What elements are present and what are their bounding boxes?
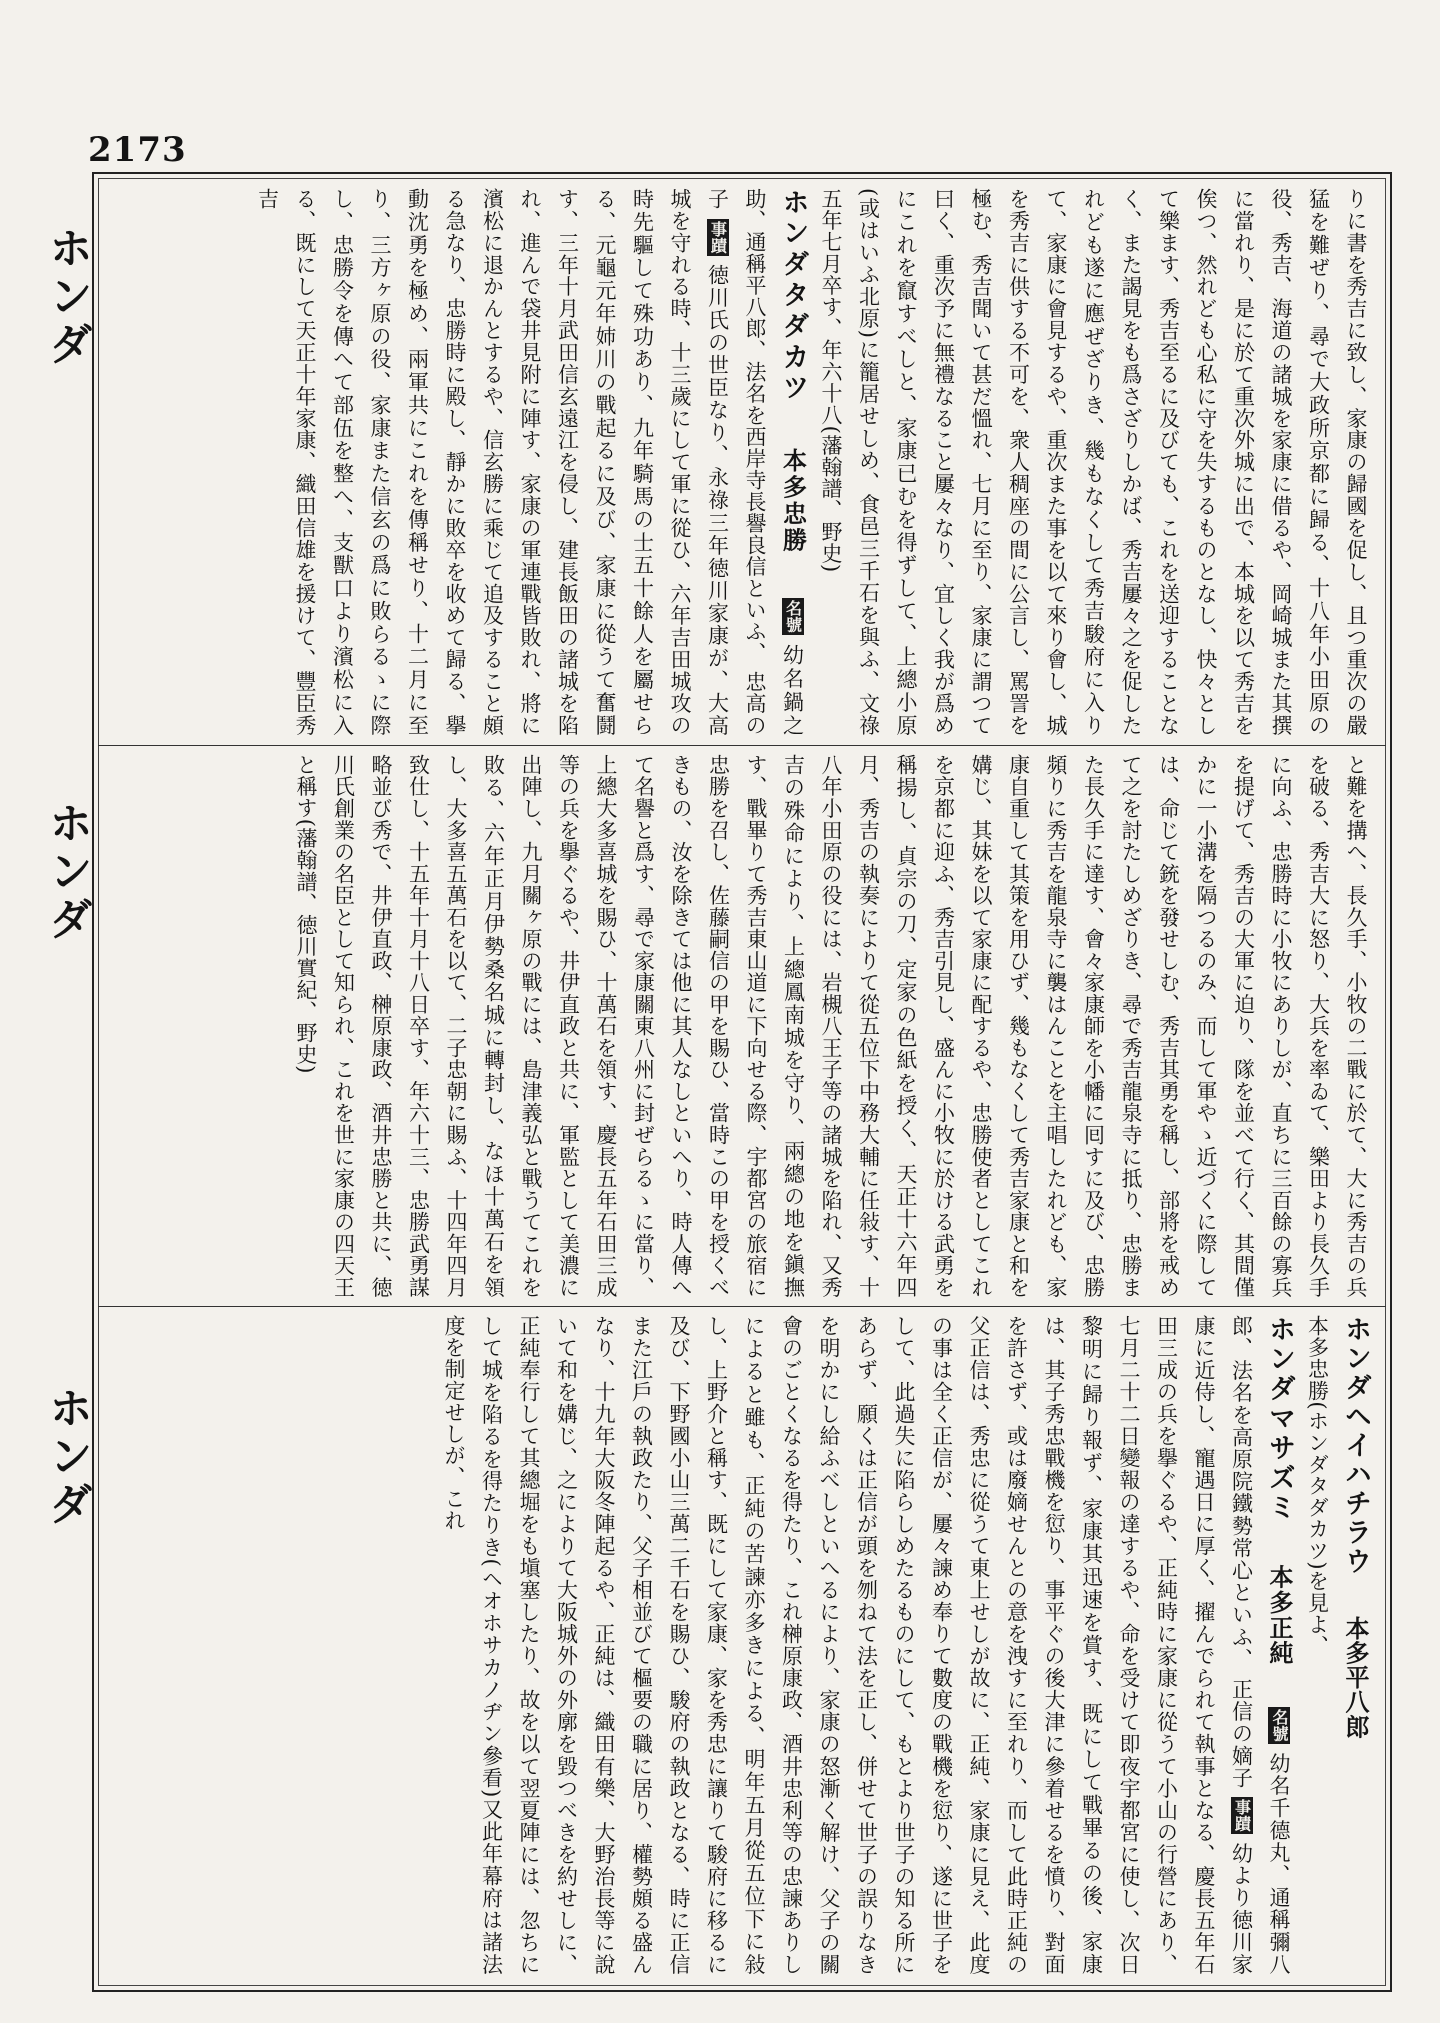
entry-text-b: 忠高の子 [705, 188, 767, 736]
entry-text-a: 幼名鍋之助、通稱平八郎、法名を西岸寺長譽良信といふ、 [743, 188, 805, 737]
badge-name-mark: 名號 [1270, 1709, 1289, 1743]
tier-separator-1 [98, 745, 1386, 746]
tier-2 [100, 748, 1384, 1304]
tier-separator-2 [98, 1306, 1386, 1307]
tier-1-paragraph: りに書を秀吉に致し、家康の歸國を促し、且つ重次の嚴猛を難ぜり、尋で大政所京都に歸る、十八年小田原の役、秀吉、海道の諸城を家康に借るや、岡崎城また其撰に當れり、是に於て重次外城に出で、本城を以て秀吉を俟つ、然れども心私に守を失するものとなし、快々として樂ます、秀吉至るに及びても、これを送迎することなく、また謁見をも爲さざりしかば、秀吉屢々之を促したれども遂に應ぜざりき、幾もなくして秀吉駿府に入りて、家康に會見するや、重次また事を以て來り會し、城を秀吉に供する不可を、衆人稠座の間に公言し、罵詈を極む、秀吉聞いて甚だ慍れ、七月に至り、家康に謂つて曰く、重次予に無禮なること屢々なり、宜しく我が爲めにこれを竄すべしと、家康已むを得ずして、上總小原(或はいふ北原)に籠居せしめ、食邑三千石を與ふ、文祿五年七月卒す、年六十八(藩翰譜、野史) [819, 188, 1368, 736]
entry-kanji-name: 本多正純 [1265, 1564, 1294, 1666]
badge-official-mark: 事蹟 [1232, 1799, 1252, 1833]
badge-name-mark: 名號 [783, 599, 803, 633]
page-number: 2173 [88, 130, 187, 170]
entry-text-c: 徳川氏の世臣なり、永祿三年徳川家康が、大高城を守れる時、十三歲にして軍に從ひ、六年吉田城攻の時先驅して殊功あり、九年騎馬の士五十餘人を屬せらる、元龜元年姉川の戰起るに及び、家康に從うて奮鬪す、三年十月武田信玄遠江を侵し、建長飯田の諸城を陷れ、進んで袋井見附に陣す、家康の軍連戰皆敗れ、將に濱松に退かんとするや、信玄勝に乘じて追及すること頗る急なり、忠勝時に殿し、靜かに敗卒を收めて歸る、擧動沈勇を極め、兩軍共にこれを傳稱せり、十二月に至り、三方ヶ原の役、家康また信玄の爲に敗らるゝに際し、忠勝令を傳へて部伍を整へ、支獸口より濱松に入る、既にして天正十年家康、織田信雄を援けて、豐臣秀吉 [255, 188, 730, 736]
entry-kana-heading: ホンダタダカツ [777, 188, 809, 405]
tier-3-column [100, 1309, 1384, 1981]
badge-official-mark: 事蹟 [708, 220, 728, 254]
entry-kana-heading: ホンダマサズミ [1264, 1315, 1295, 1524]
tier-2-paragraph: と難を搆へ、長久手、小牧の二戰に於て、大に秀吉の兵を破る、秀吉大に怒り、大兵を率ゐて、樂田より長久手に向ふ、忠勝時に小牧にありしが、直ちに三百餘の寡兵を提げて、秀吉の大軍に迫り、隊を並べて行く、其間僅かに一小溝を隔つるのみ、而して軍やゝ近づくに際しては、命じて銃を發せしむ、秀吉其勇を稱し、部將を戒めて之を討たしめざりき、尋で秀吉龍泉寺に抵り、忠勝また長久手に達す、會々家康師を小幡に囘すに及び、忠勝頻りに秀吉を龍泉寺に襲はんことを主唱したれども、家康自重して其策を用ひず、幾もなくして秀吉家康と和を媾じ、其妹を以て家康に配するや、忠勝使者としてこれを京都に迎ふ、秀吉引見し、盛んに小牧に於ける武勇を稱揚し、貞宗の刀、定家の色紙を授く、天正十六年四月、秀吉の執奏によりて從五位下中務大輔に任敍す、十八年小田原の役には、岩槻八王子等の諸城を陷れ、又秀吉の殊命により、上總鳳南城を守り、兩總の地を鎭撫す、戰畢りて秀吉東山道に下向せる際、宇都宮の旅宿に忠勝を召し、佐藤嗣信の甲を賜ひ、當時この甲を授くべきもの、汝を除きては他に其人なしといへり、時人傳へて名譽と爲す、尋で家康關東八州に封ぜらるゝに當り、上總大多喜城を賜ひ、十萬石を領す、慶長五年石田三成等の兵を擧ぐるや、井伊直政と共に、軍監として美濃に出陣し、九月關ヶ原の戰には、島津義弘と戰うてこれを敗る、六年正月伊勢桑名城に轉封し、なほ十萬石を領し、大多喜五萬石を以て、二子忠朝に賜ふ、十四年四月致仕し、十五年十月十八日卒す、年六十三、忠勝武勇謀略並び秀で、井伊直政、榊原康政、酒井忠勝と共に、徳川氏創業の名臣として知られ、これを世に家康の四天王と稱す(藩翰譜、徳川實紀、野史) [294, 754, 1368, 1298]
tier-3 [100, 1309, 1384, 1981]
entry-honda-masazumi [435, 1315, 1299, 1975]
entry-text-c: 幼より徳川家康に近侍し、寵遇日に厚く、擢んでられて執事となる、慶長五年石田三成の兵を擧ぐるや、正純時に家康に從うて小山の行營にあり、七月二十二日變報の達するや、命を受けて即夜宇都宮に使し、次日黎明に歸り報ず、家康其迅速を賞す、既にして戰畢るの後、家康は、其子秀忠戰機を愆り、事平ぐの後大津に參着せるを憤り、對面を許さず、或は廢嫡せんとの意を洩すに至れり、而して此時正純の父正信は、秀忠に從うて東上せしが故に、正純、家康に見え、此度の事は全く正信が、屢々諫め奉りて數度の戰機を愆り、遂に世子をして、此過失に陷らしめたるものにして、もとより世子の知る所にあらず、願くは正信が頭を刎ねて法を正し、併せて世子の誤りなきを明かにし給ふべしといへるにより、家康の怒漸く解け、父子の關會のごとくなるを得たり、これ榊原康政、酒井忠利等の忠諫ありしによると雖も、正純の苦諫亦多きによる、明年五月從五位下に敍し、上野介と稱す、既にして家康、家を秀忠に讓りて駿府に移るに及び、下野國小山三萬二千石を賜ひ、駿府の執政となる、時に正信また江戶の執政たり、父子相並びて樞要の職に居り、權勢頗る盛んなり、十九年大阪冬陣起るや、正純は、織田有樂、大野治長等に說いて和を媾じ、之によりて大阪城外の外廓を毀つべきを約せしに、正純奉行して其總堀をも塡塞したり、故を以て翌夏陣には、忽ちにして城を陷るを得たりき(ヘオホサカノヂン參看)又此年幕府は諸法度を制定せしが、これ [442, 1315, 1254, 1975]
entry-kana-heading: ホンダヘイハチラウ [1340, 1315, 1371, 1576]
entry-text-a: 幼名千德丸、通稱彌八郎、法名を高原院鐵勢常心といふ、 [1229, 1315, 1291, 1976]
entry-text-b: 正信の嫡子 [1229, 1678, 1254, 1790]
entry-honda-tadakatsu [248, 188, 812, 736]
running-head-middle: ホンダ [41, 800, 92, 944]
cross-reference: 本多忠勝(ホンダタダカツ)を見よ、 [1305, 1315, 1330, 1657]
tier-2-column [100, 748, 1384, 1304]
tier-1 [100, 182, 1384, 742]
running-head-bottom: ホンダ [41, 1385, 92, 1529]
entry-kanji-name: 本多平八郎 [1341, 1615, 1370, 1739]
running-head-top: ホンダ [41, 225, 92, 369]
tier-1-column [100, 182, 1384, 742]
entry-kanji-name: 本多忠勝 [778, 447, 808, 554]
entry-honda-heihachiro [1336, 1315, 1375, 1975]
